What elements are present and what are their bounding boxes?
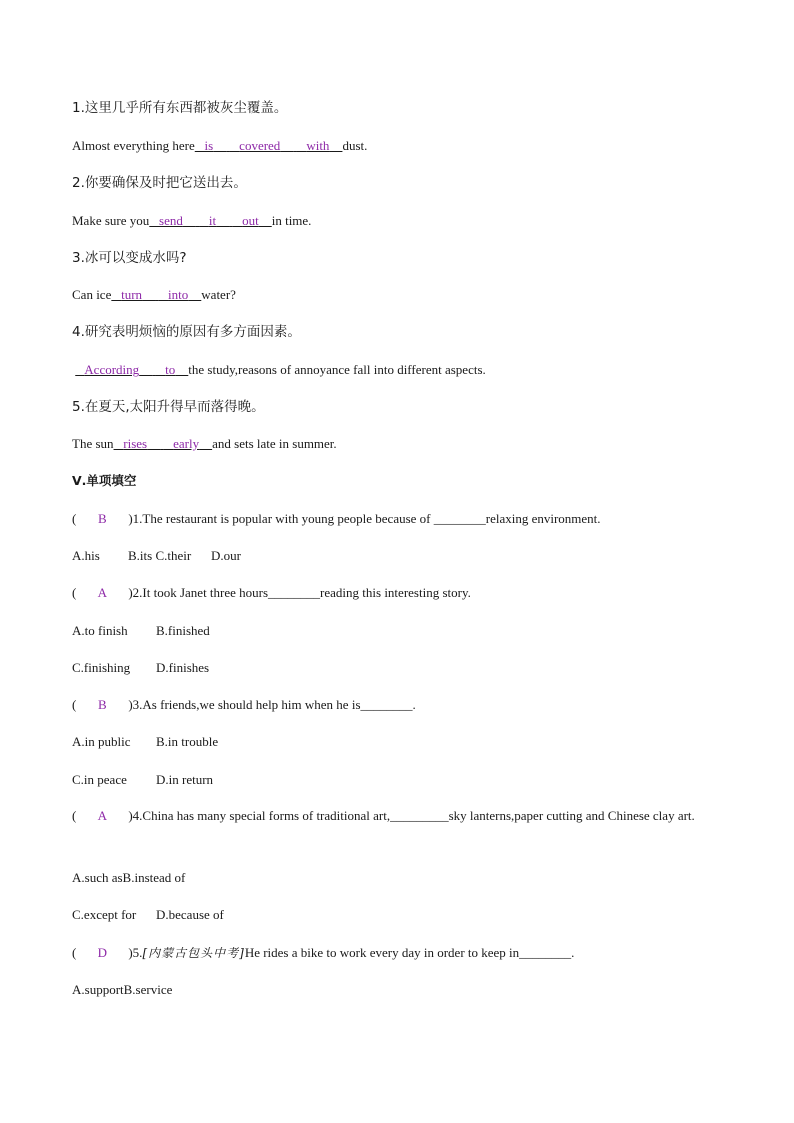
answer-blank: turn: [121, 287, 143, 302]
sentence-text: Make sure you: [72, 213, 150, 228]
question-3-options-row1: [72, 734, 218, 750]
answer-blank: send: [159, 213, 183, 228]
option: C.in peace: [72, 772, 127, 787]
question-3-options-row2: [72, 772, 213, 788]
option: A.to finish: [72, 623, 128, 638]
answer-blank: out: [242, 213, 259, 228]
answer-choice: A: [97, 585, 108, 600]
translation-4-english: [72, 362, 486, 378]
answer-blank: to: [165, 362, 176, 377]
answer-choice: A: [97, 808, 108, 823]
translation-1-chinese: 1.这里几乎所有东西都被灰尘覆盖。: [72, 100, 288, 116]
option: B.finished: [156, 623, 210, 638]
question-5-options-row1: [72, 982, 172, 998]
translation-4-chinese: 4.研究表明烦恼的原因有多方面因素。: [72, 324, 301, 340]
sentence-text: water?: [201, 287, 236, 302]
answer-blank: early: [173, 436, 200, 451]
question-4-options-row1: [72, 870, 185, 886]
translation-2-chinese: 2.你要确保及时把它送出去。: [72, 175, 247, 191]
translation-3-english: [72, 287, 236, 303]
source-tag: [内蒙古包头中考]: [142, 946, 245, 960]
translation-1-english: [72, 138, 367, 154]
option: A.his: [72, 548, 100, 563]
answer-blank: it: [208, 213, 217, 228]
question-5: [72, 945, 574, 961]
paren-open: (: [72, 697, 77, 712]
question-1: [72, 511, 601, 527]
question-2: [72, 585, 471, 601]
paren-open: (: [72, 945, 77, 960]
answer-blank: According: [84, 362, 140, 377]
section-title: Ⅴ.单项填空: [72, 473, 137, 488]
option: C.finishing: [72, 660, 131, 675]
translation-5-english: [72, 436, 337, 452]
sentence-text: the study,reasons of annoyance fall into different aspects.: [188, 362, 486, 377]
question-stem: )3.As friends,we should help him when he is________.: [128, 697, 416, 712]
question-1-options: [72, 548, 241, 564]
translation-5-chinese: 5.在夏天,太阳升得早而落得晚。: [72, 399, 265, 415]
option: D.because of: [156, 907, 224, 922]
option: A.supportB.service: [72, 982, 173, 997]
sentence-text: Almost everything here: [72, 138, 195, 153]
sentence-text: and sets late in summer.: [212, 436, 337, 451]
answer-blank: is: [204, 138, 214, 153]
question-stem: He rides a bike to work every day in order to keep in________.: [244, 945, 575, 960]
option: D.our: [211, 548, 241, 563]
question-stem: )1.The restaurant is popular with young people because of ________relaxing environment.: [128, 511, 601, 526]
question-number: )5.: [128, 945, 143, 960]
question-stem: )4.China has many special forms of traditional art,_________sky lanterns,paper cutting and Chinese clay art.: [128, 808, 695, 823]
answer-choice: B: [98, 697, 107, 712]
option: B.its C.their: [128, 548, 192, 563]
answer-choice: D: [97, 945, 108, 960]
sentence-text: dust.: [342, 138, 368, 153]
sentence-text: Can ice: [72, 287, 112, 302]
answer-blank: rises: [123, 436, 148, 451]
sentence-text: in time.: [271, 213, 312, 228]
paren-open: (: [72, 585, 77, 600]
translation-2-english: [72, 213, 311, 229]
question-4-options-row2: [72, 907, 224, 923]
option: A.in public: [72, 734, 131, 749]
answer-choice: B: [98, 511, 107, 526]
answer-blank: with: [306, 138, 330, 153]
question-4: [72, 804, 724, 828]
option: B.in trouble: [156, 734, 219, 749]
answer-blank: covered: [239, 138, 281, 153]
sentence-text: The sun: [72, 436, 114, 451]
paren-open: (: [72, 511, 77, 526]
answer-blank: into: [168, 287, 189, 302]
question-3: [72, 697, 416, 713]
translation-3-chinese: 3.冰可以变成水吗?: [72, 250, 187, 266]
question-2-options-row2: [72, 660, 209, 676]
option: C.except for: [72, 907, 137, 922]
question-2-options-row1: [72, 623, 210, 639]
paren-open: (: [72, 808, 77, 823]
option: D.in return: [156, 772, 214, 787]
option: A.such asB.instead of: [72, 870, 186, 885]
option: D.finishes: [156, 660, 210, 675]
question-stem: )2.It took Janet three hours________reading this interesting story.: [128, 585, 471, 600]
